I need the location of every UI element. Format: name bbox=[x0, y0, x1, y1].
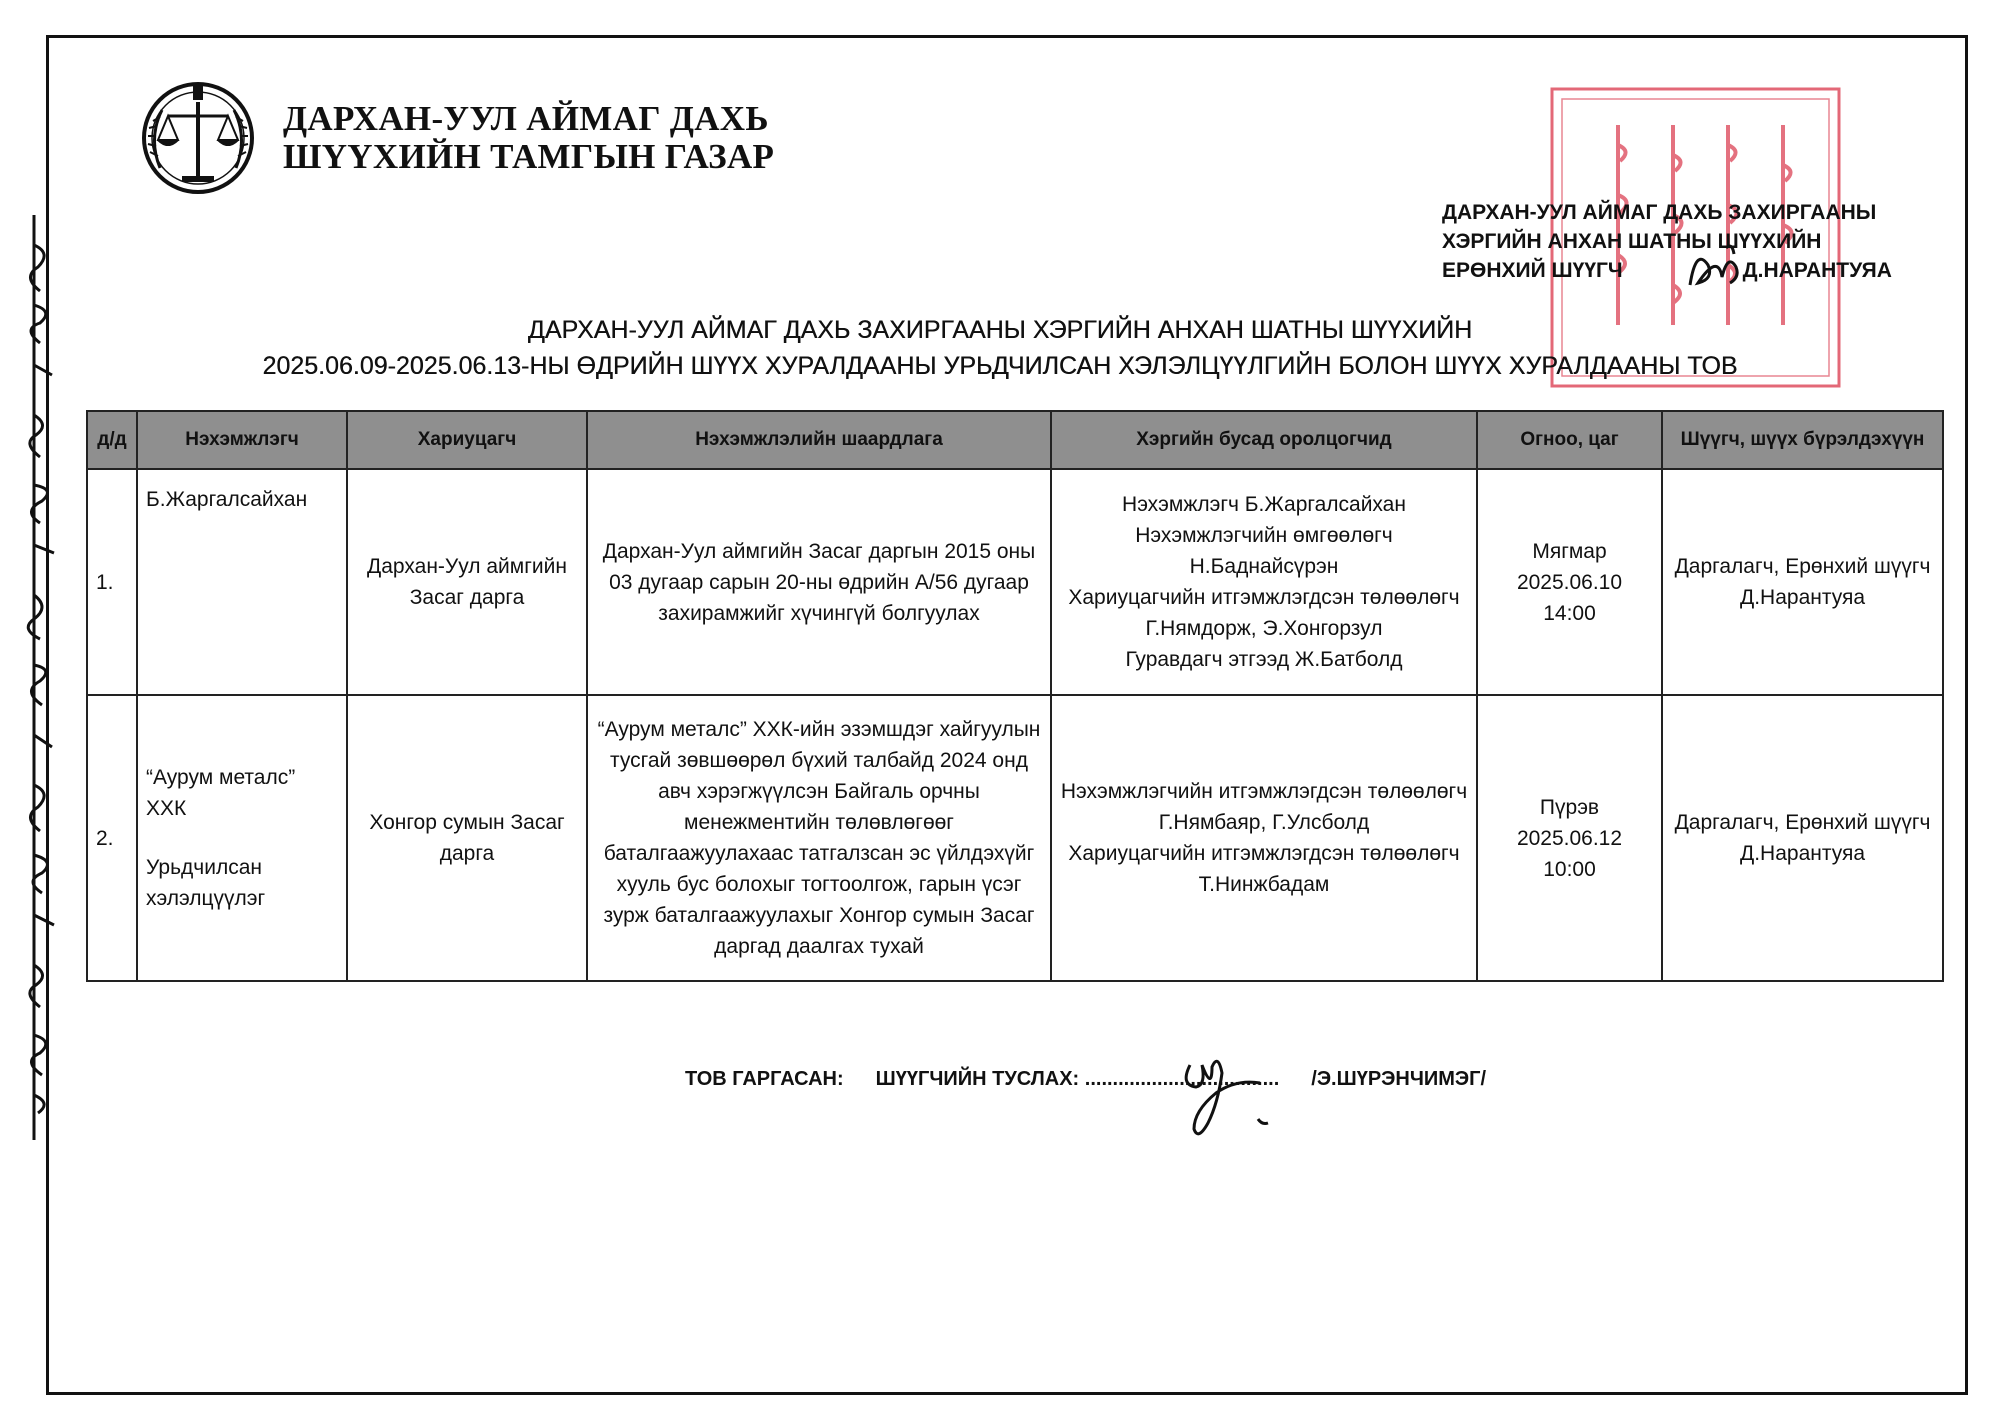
header-judge: Шүүгч, шүүх бүрэлдэхүүн bbox=[1662, 411, 1943, 469]
approval-judge-name: Д.НАРАНТУЯА bbox=[1742, 259, 1892, 282]
plaintiff-name: Б.Жаргалсайхан bbox=[146, 488, 308, 511]
plaintiff-name: “Аурум металс” ХХК bbox=[146, 766, 296, 820]
plaintiff-cell bbox=[137, 695, 347, 981]
datetime-cell bbox=[1477, 695, 1662, 981]
title-line-1: ДАРХАН-УУЛ АЙМАГ ДАХЬ ЗАХИРГААНЫ ХЭРГИЙН АНХАН ШАТНЫ ШҮҮХИЙН bbox=[527, 316, 1473, 344]
document-title bbox=[0, 312, 2000, 384]
title-line-2: 2025.06.09-2025.06.13-НЫ ӨДРИЙН ШҮҮХ ХУРАЛДААНЫ УРЬДЧИЛСАН ХЭЛЭЛЦҮҮЛГИЙН БОЛОН ШҮҮХ ХУРАЛДААНЫ ТОВ bbox=[262, 352, 1738, 380]
footer-label: ТОВ ГАРГАСАН: bbox=[685, 1068, 844, 1090]
plaintiff-cell bbox=[137, 469, 347, 695]
header-plaintiff: Нэхэмжлэгч bbox=[137, 411, 347, 469]
court-emblem-icon bbox=[138, 72, 258, 204]
defendant-cell: Хонгор сумын Засаг дарга bbox=[347, 695, 587, 981]
assistant-name: /Э.ШҮРЭНЧИМЭГ/ bbox=[1311, 1068, 1487, 1090]
participant-line: Гуравдагч этгээд Ж.Батболд bbox=[1125, 648, 1403, 671]
agency-line-2: ШҮҮХИЙН ТАМГЫН ГАЗАР bbox=[283, 137, 775, 176]
datetime-cell bbox=[1477, 469, 1662, 695]
participant-line: Нэхэмжлэгч Б.Жаргалсайхан bbox=[1122, 493, 1406, 516]
participant-line: Нэхэмжлэгчийн өмгөөлөгч Н.Баднайсүрэн bbox=[1135, 524, 1393, 578]
header-datetime: Огноо, цаг bbox=[1477, 411, 1662, 469]
participants-cell bbox=[1051, 695, 1477, 981]
hearing-time: 10:00 bbox=[1543, 857, 1596, 881]
header-defendant: Хариуцагч bbox=[347, 411, 587, 469]
participant-line: Нэхэмжлэгчийн итгэмжлэгдсэн төлөөлөгч Г.Нямбаяр, Г.Улсболд bbox=[1060, 780, 1468, 834]
approval-line-2: ХЭРГИЙН АНХАН ШАТНЫ ШҮҮХИЙН bbox=[1442, 230, 1822, 253]
table-row bbox=[87, 695, 1943, 981]
plaintiff-note: Урьдчилсан хэлэлцүүлэг bbox=[146, 856, 266, 910]
hearing-date: 2025.06.12 bbox=[1516, 826, 1623, 850]
footer-signoff bbox=[685, 1068, 1486, 1091]
participant-line: Хариуцагчийн итгэмжлэгдсэн төлөөлөгч Г.Нямдорж, Э.Хонгорзул bbox=[1068, 586, 1460, 640]
assistant-label: ШҮҮГЧИЙН ТУСЛАХ: ................................... bbox=[875, 1068, 1280, 1090]
row-number: 2. bbox=[87, 695, 137, 981]
table-header-row bbox=[87, 411, 1943, 469]
agency-name bbox=[283, 100, 774, 176]
approval-position: ЕРӨНХИЙ ШҮҮГЧ bbox=[1442, 259, 1623, 282]
table-row bbox=[87, 469, 1943, 695]
claim-cell: “Аурум металс” ХХК-ийн эзэмшдэг хайгуулын тусгай зөвшөөрөл бүхий талбайд 2024 онд авч хэрэгжүүлсэн Байгаль орчны менежментийн төлөвлөгөөг баталгаажуулахаас татгалзсан эс үйлдэхүйг хууль бус болохыг тогтоолгож, гарын үсэг зурж баталгаажуулахыг Хонгор сумын Засаг даргад даалгах тухай bbox=[587, 695, 1051, 981]
row-number: 1. bbox=[87, 469, 137, 695]
agency-line-1: ДАРХАН-УУЛ АЙМАГ ДАХЬ bbox=[283, 99, 769, 138]
hearing-schedule-table bbox=[86, 410, 1944, 982]
header-num: д/д bbox=[87, 411, 137, 469]
judge-cell: Даргалагч, Ерөнхий шүүгч Д.Нарантуяа bbox=[1662, 469, 1943, 695]
claim-cell: Дархан-Уул аймгийн Засаг даргын 2015 оны 03 дугаар сарын 20-ны өдрийн А/56 дугаар захирамжийг хүчингүй болгуулах bbox=[587, 469, 1051, 695]
judge-cell: Даргалагч, Ерөнхий шүүгч Д.Нарантуяа bbox=[1662, 695, 1943, 981]
participant-line: Хариуцагчийн итгэмжлэгдсэн төлөөлөгч Т.Нинжбадам bbox=[1068, 842, 1460, 896]
approval-block bbox=[1442, 198, 1892, 285]
participants-cell bbox=[1051, 469, 1477, 695]
header-participants: Хэргийн бусад оролцогчид bbox=[1051, 411, 1477, 469]
header-claim: Нэхэмжлэлийн шаардлага bbox=[587, 411, 1051, 469]
hearing-day: Мягмар bbox=[1532, 539, 1607, 563]
approval-line-1: ДАРХАН-УУЛ АЙМАГ ДАХЬ ЗАХИРГААНЫ bbox=[1442, 201, 1877, 224]
assistant-signature bbox=[1160, 1045, 1280, 1145]
hearing-date: 2025.06.10 bbox=[1516, 570, 1623, 594]
hearing-time: 14:00 bbox=[1543, 601, 1596, 625]
judge-signature bbox=[1680, 240, 1760, 300]
hearing-day: Пүрэв bbox=[1539, 795, 1600, 819]
defendant-cell: Дархан-Уул аймгийн Засаг дарга bbox=[347, 469, 587, 695]
